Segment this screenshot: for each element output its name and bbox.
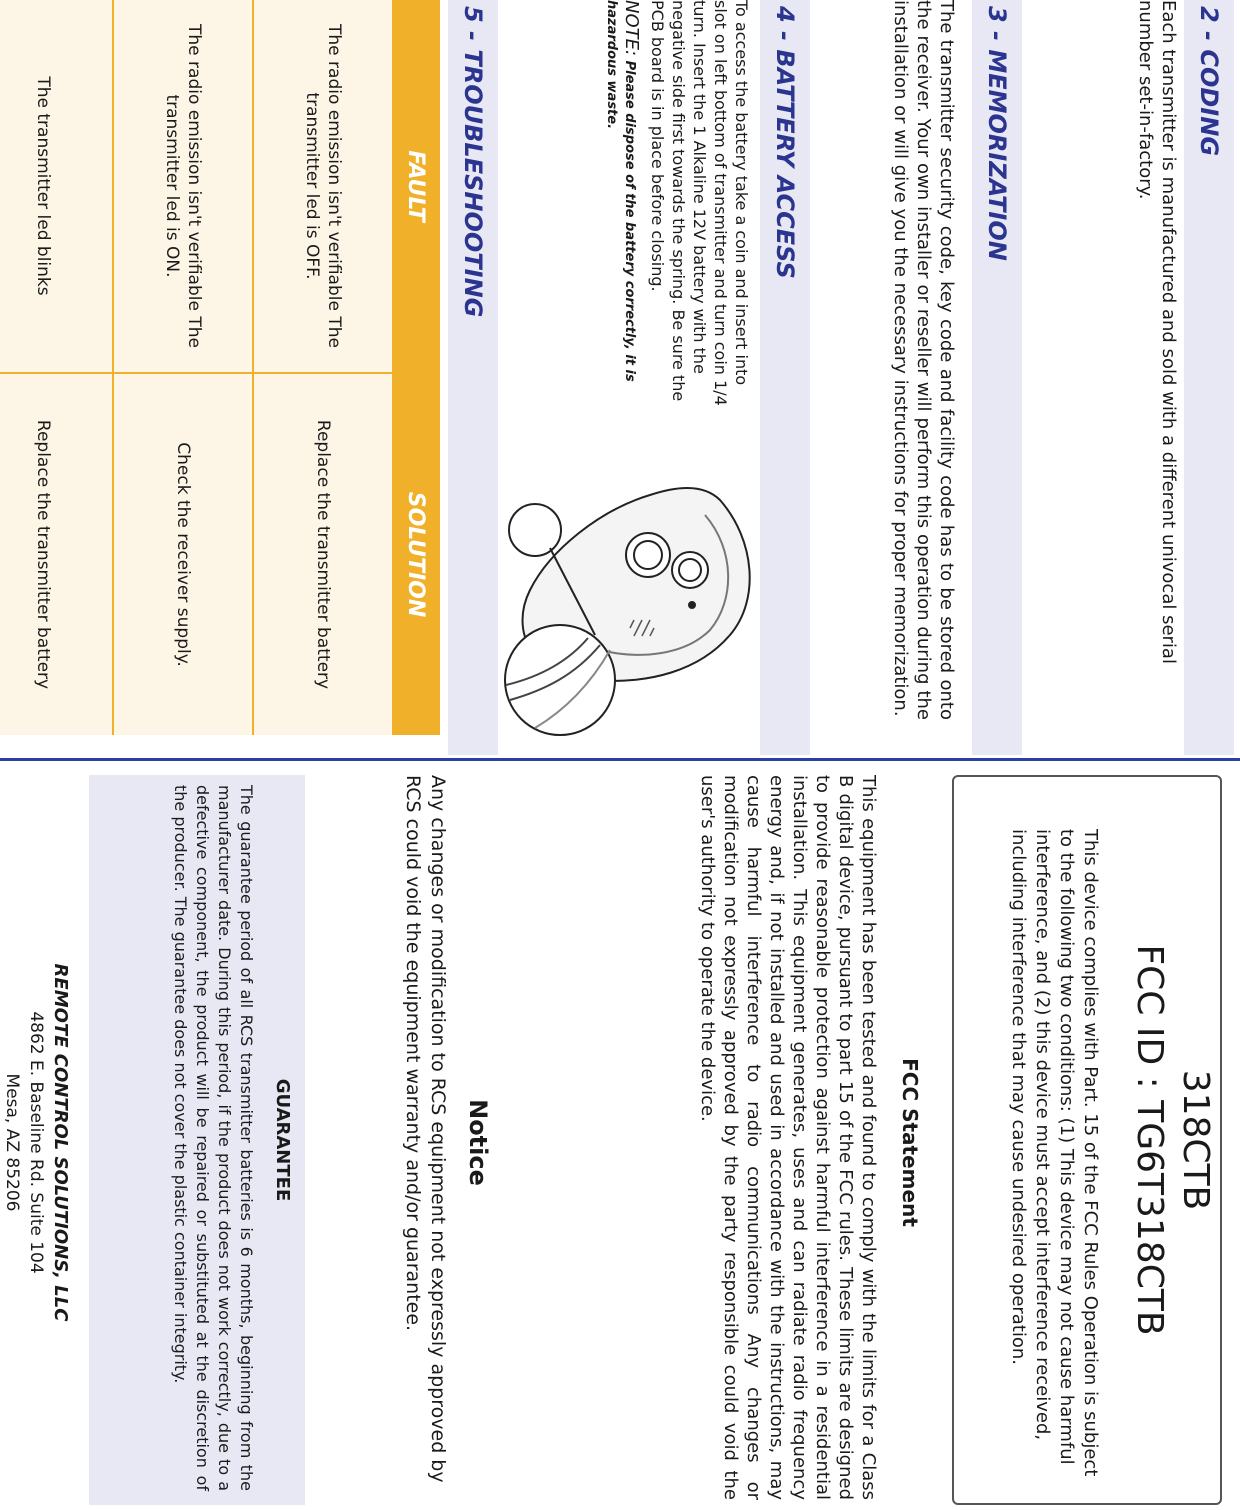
note-text: Please dispose of the battery correctly, it is hazardous waste. bbox=[604, 0, 637, 382]
table-row bbox=[113, 0, 253, 735]
transmitter-illustration bbox=[480, 470, 760, 740]
memorization-heading: 3 - MEMORIZATION bbox=[972, 0, 1022, 755]
solution-column-header: SOLUTION bbox=[392, 373, 440, 735]
fault-cell: The transmitter led blinks bbox=[0, 0, 113, 373]
battery-note bbox=[602, 0, 640, 420]
solution-cell: Check the receiver supply. bbox=[113, 373, 253, 735]
fcc-box bbox=[952, 775, 1222, 1505]
fcc-statement-text: This equipment has been tested and found to comply with the limits for a Class B digital device, pursuant to part 15 of the FCC rules. These limits are designed to provide reasonable protection against harmful interference in a residential installation. This equipment generates, uses and can radiate radio frequency energy and, if not installed and used in accordance with the instructions, may cause harmful interference to radio communications Any changes or modification not expressly approved by the party responsible could void the user's authority to operate the device. bbox=[697, 775, 879, 1500]
notice-text: Any changes or modification to RCS equipment not expressly approved by RCS could void the equipment warranty and/or guarantee. bbox=[402, 775, 449, 1483]
table-row bbox=[253, 0, 392, 735]
fault-cell: The radio emission isn't verifiable The transmitter led is OFF. bbox=[253, 0, 392, 373]
troubleshooting-heading: 5 - TROUBLESHOOTING bbox=[448, 0, 498, 755]
regulatory-column bbox=[0, 775, 1240, 1510]
guarantee-text: The guarantee period of all RCS transmitter batteries is 6 months, beginning from the manufacturer date. During this period, if the product does not work correctly, due to a defective component, the product will be repaired or substituted at the discretion of the producer. The guarantee does not cover the plastic container integrity. bbox=[171, 785, 256, 1491]
company-address-line1: 4862 E. Baseline Rd. Suite 104 bbox=[26, 1011, 46, 1274]
fcc-statement-heading: FCC Statement bbox=[898, 1058, 922, 1227]
contact-block bbox=[0, 775, 72, 1510]
solution-cell: Replace the transmitter battery bbox=[253, 373, 392, 735]
troubleshooting-table bbox=[0, 0, 440, 735]
coding-heading: 2 - CODING bbox=[1184, 0, 1234, 755]
table-row bbox=[0, 0, 113, 735]
solution-cell: Replace the transmitter battery bbox=[0, 373, 113, 735]
notice-heading: Notice bbox=[464, 1099, 492, 1186]
fault-cell: The radio emission isn't verifiable The transmitter led is ON. bbox=[113, 0, 253, 373]
note-label: NOTE: bbox=[621, 0, 642, 57]
page-divider bbox=[0, 758, 1240, 761]
battery-access-heading: 4 - BATTERY ACCESS bbox=[760, 0, 810, 755]
fault-column-header: FAULT bbox=[392, 0, 440, 373]
guarantee-heading: GUARANTEE bbox=[272, 1078, 293, 1202]
company-name: REMOTE CONTROL SOLUTIONS, LLC bbox=[50, 963, 71, 1322]
memorization-text: The transmitter security code, key code and facility code has to be stored onto the receiver. Your own installer or reseller will perform this operation during the installation or will give you the necessary instructions for proper memorization. bbox=[890, 0, 957, 720]
table-header-row bbox=[392, 0, 440, 735]
battery-access-text: To access the battery take a coin and insert into slot on left bottom of transmitter and turn coin 1/4 turn. Insert the 1 Alkaline 12V battery with the negative side first towards the spring. Be sure the PCB board is in place before closing. bbox=[648, 0, 751, 406]
compliance-text: This device complies with Part. 15 of the FCC Rules Operation is subject to the following two conditions: (1) This device may not cause harmful interference, and (2) this device must accept interference received, including interference that may cause undesired operation. bbox=[1008, 829, 1101, 1477]
coding-text: Each transmitter is manufactured and sold with a different univocal serial number set-in-factory. bbox=[1135, 0, 1179, 664]
model-number: 318CTB bbox=[1175, 1069, 1216, 1211]
guarantee-box bbox=[89, 775, 305, 1505]
fcc-id: FCC ID : TG6T318CTB bbox=[1129, 944, 1170, 1336]
company-address-line2: Mesa, AZ 85206 bbox=[2, 1073, 22, 1212]
